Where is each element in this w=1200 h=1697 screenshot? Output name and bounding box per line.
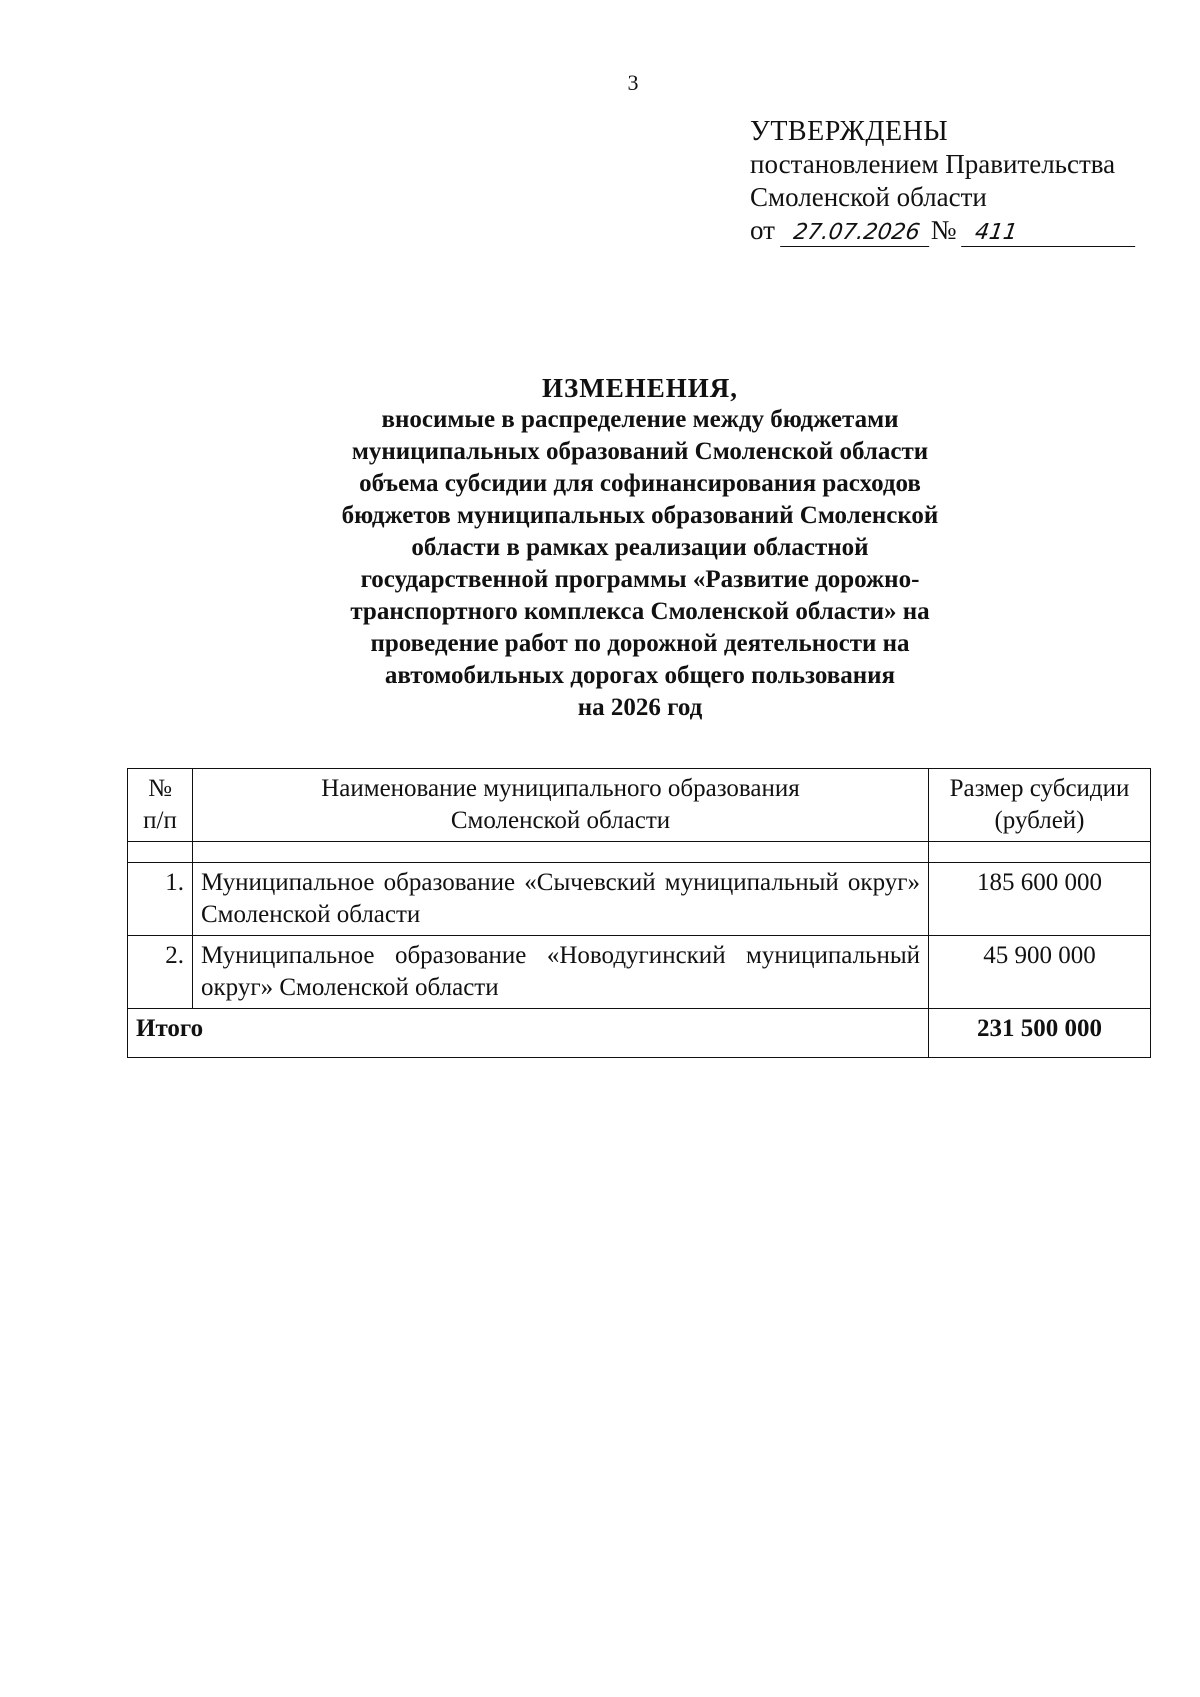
row-num: 2. — [128, 936, 193, 1009]
header-name-line: Наименование муниципального образования — [321, 775, 800, 802]
heading-line: области в рамках реализации областной — [411, 534, 869, 561]
header-name-line: Смоленской области — [450, 807, 671, 834]
row-name: Муниципальное образование «Сычевский муниципальный округ» Смоленской области — [193, 863, 929, 936]
document-heading — [250, 372, 1030, 724]
subsidy-table — [127, 768, 1151, 1058]
total-label: Итого — [128, 1009, 929, 1058]
total-row — [128, 1009, 1151, 1058]
heading-line: государственной программы «Развитие дорожно- — [360, 566, 920, 593]
approval-date-line — [750, 214, 1137, 247]
header-name — [193, 769, 929, 842]
heading-line: вносимые в распределение между бюджетами — [381, 406, 899, 433]
header-num-line: № — [148, 775, 172, 802]
heading-line: транспортного комплекса Смоленской области» на — [350, 598, 930, 625]
approval-line-2: Смоленской области — [750, 182, 987, 212]
number-label: № — [930, 215, 957, 245]
from-label: от — [750, 215, 775, 245]
handwritten-date: 27.07.2026 — [780, 220, 933, 247]
heading-title: ИЗМЕНЕНИЯ, — [541, 373, 738, 403]
approval-line-1: постановлением Правительства — [750, 149, 1116, 179]
row-name: Муниципальное образование «Новодугинский муниципальный округ» Смоленской области — [193, 936, 929, 1009]
heading-line: проведение работ по дорожной деятельности на — [370, 630, 910, 657]
spacer-cell — [193, 842, 929, 863]
approval-block — [750, 115, 1137, 247]
header-sum — [929, 769, 1151, 842]
heading-line: бюджетов муниципальных образований Смоленской — [341, 502, 939, 529]
handwritten-number: 411 — [961, 220, 1139, 247]
table-row — [128, 936, 1151, 1009]
heading-line: муниципальных образований Смоленской области — [351, 438, 929, 465]
row-sum: 45 900 000 — [929, 936, 1151, 1009]
row-num: 1. — [128, 863, 193, 936]
table-row — [128, 863, 1151, 936]
row-sum: 185 600 000 — [929, 863, 1151, 936]
page-number: 3 — [627, 70, 639, 95]
approval-title: УТВЕРЖДЕНЫ — [750, 116, 949, 147]
table-header-row — [128, 769, 1151, 842]
header-sum-line: Размер субсидии — [949, 775, 1130, 802]
heading-line: объема субсидии для софинансирования расходов — [359, 470, 921, 497]
header-num — [128, 769, 193, 842]
heading-line: на 2026 год — [577, 694, 703, 721]
total-sum: 231 500 000 — [929, 1009, 1151, 1058]
spacer-cell — [929, 842, 1151, 863]
heading-line: автомобильных дорогах общего пользования — [384, 662, 896, 689]
header-num-line: п/п — [143, 807, 177, 834]
header-sum-line: (рублей) — [994, 807, 1085, 834]
table-spacer-row — [128, 842, 1151, 863]
spacer-cell — [128, 842, 193, 863]
